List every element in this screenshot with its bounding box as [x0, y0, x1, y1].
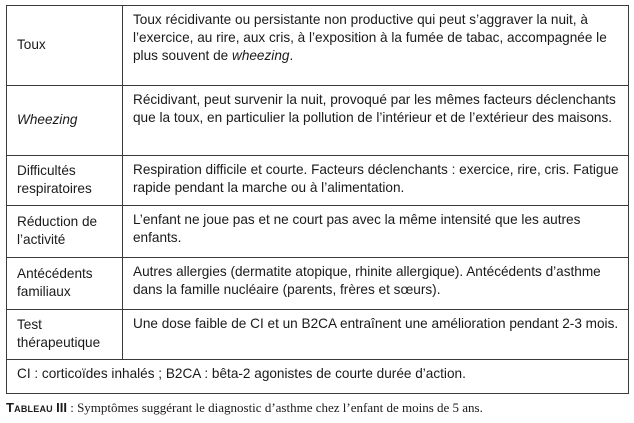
- symptoms-table-container: [6, 5, 628, 394]
- row-label-toux: Toux: [7, 6, 123, 86]
- table-footnote: CI : corticoïdes inhalés ; B2CA : bêta-2 agonistes de courte durée d’action.: [7, 360, 629, 394]
- table-row-difficultes: [7, 156, 629, 206]
- table-row-antecedents: [7, 258, 629, 310]
- caption-number: III: [56, 400, 67, 415]
- table-row-reduction: [7, 206, 629, 258]
- row-description-test: Une dose faible de CI et un B2CA entraînent une amélioration pendant 2-3 mois.: [123, 310, 629, 360]
- caption-separator: :: [66, 400, 78, 415]
- table-row-wheezing: [7, 86, 629, 156]
- caption-text: Symptômes suggérant le diagnostic d’asthme chez l’enfant de moins de 5 ans.: [77, 400, 483, 415]
- row-description-difficultes: Respiration difficile et courte. Facteurs déclenchants : exercice, rire, cris. Fatigue rapide pendant la marche ou à l’alimentation.: [123, 156, 629, 206]
- toux-description-italic: wheezing: [232, 48, 290, 63]
- row-description-reduction: L’enfant ne joue pas et ne court pas avec la même intensité que les autres enfants.: [123, 206, 629, 258]
- row-label-wheezing: Wheezing: [7, 86, 123, 156]
- table-row-toux: [7, 6, 629, 86]
- table-caption: [6, 400, 483, 416]
- table-row-footnote: [7, 360, 629, 394]
- toux-description-text: Toux récidivante ou persistante non productive qui peut s’aggraver la nuit, à l’exercice, au rire, aux cris, à l’exposition à la fumée de tabac, accompagnée le plus souvent de: [133, 12, 607, 63]
- row-description-wheezing: Récidivant, peut survenir la nuit, provoqué par les mêmes facteurs déclenchants que la toux, en particulier la pollution de l’intérieur et de l’extérieur des maisons.: [123, 86, 629, 156]
- table-row-test: [7, 310, 629, 360]
- row-label-difficultes: Difficultés respiratoires: [7, 156, 123, 206]
- caption-label: Tableau: [6, 400, 53, 415]
- row-label-reduction: Réduction de l’activité: [7, 206, 123, 258]
- row-description-toux: [123, 6, 629, 86]
- symptoms-table: [6, 5, 629, 394]
- row-label-test: Test thérapeutique: [7, 310, 123, 360]
- row-label-antecedents: Antécédents familiaux: [7, 258, 123, 310]
- row-description-antecedents: Autres allergies (dermatite atopique, rhinite allergique). Antécédents d’asthme dans la famille nucléaire (parents, frères et sœurs).: [123, 258, 629, 310]
- toux-description-end: .: [289, 48, 294, 63]
